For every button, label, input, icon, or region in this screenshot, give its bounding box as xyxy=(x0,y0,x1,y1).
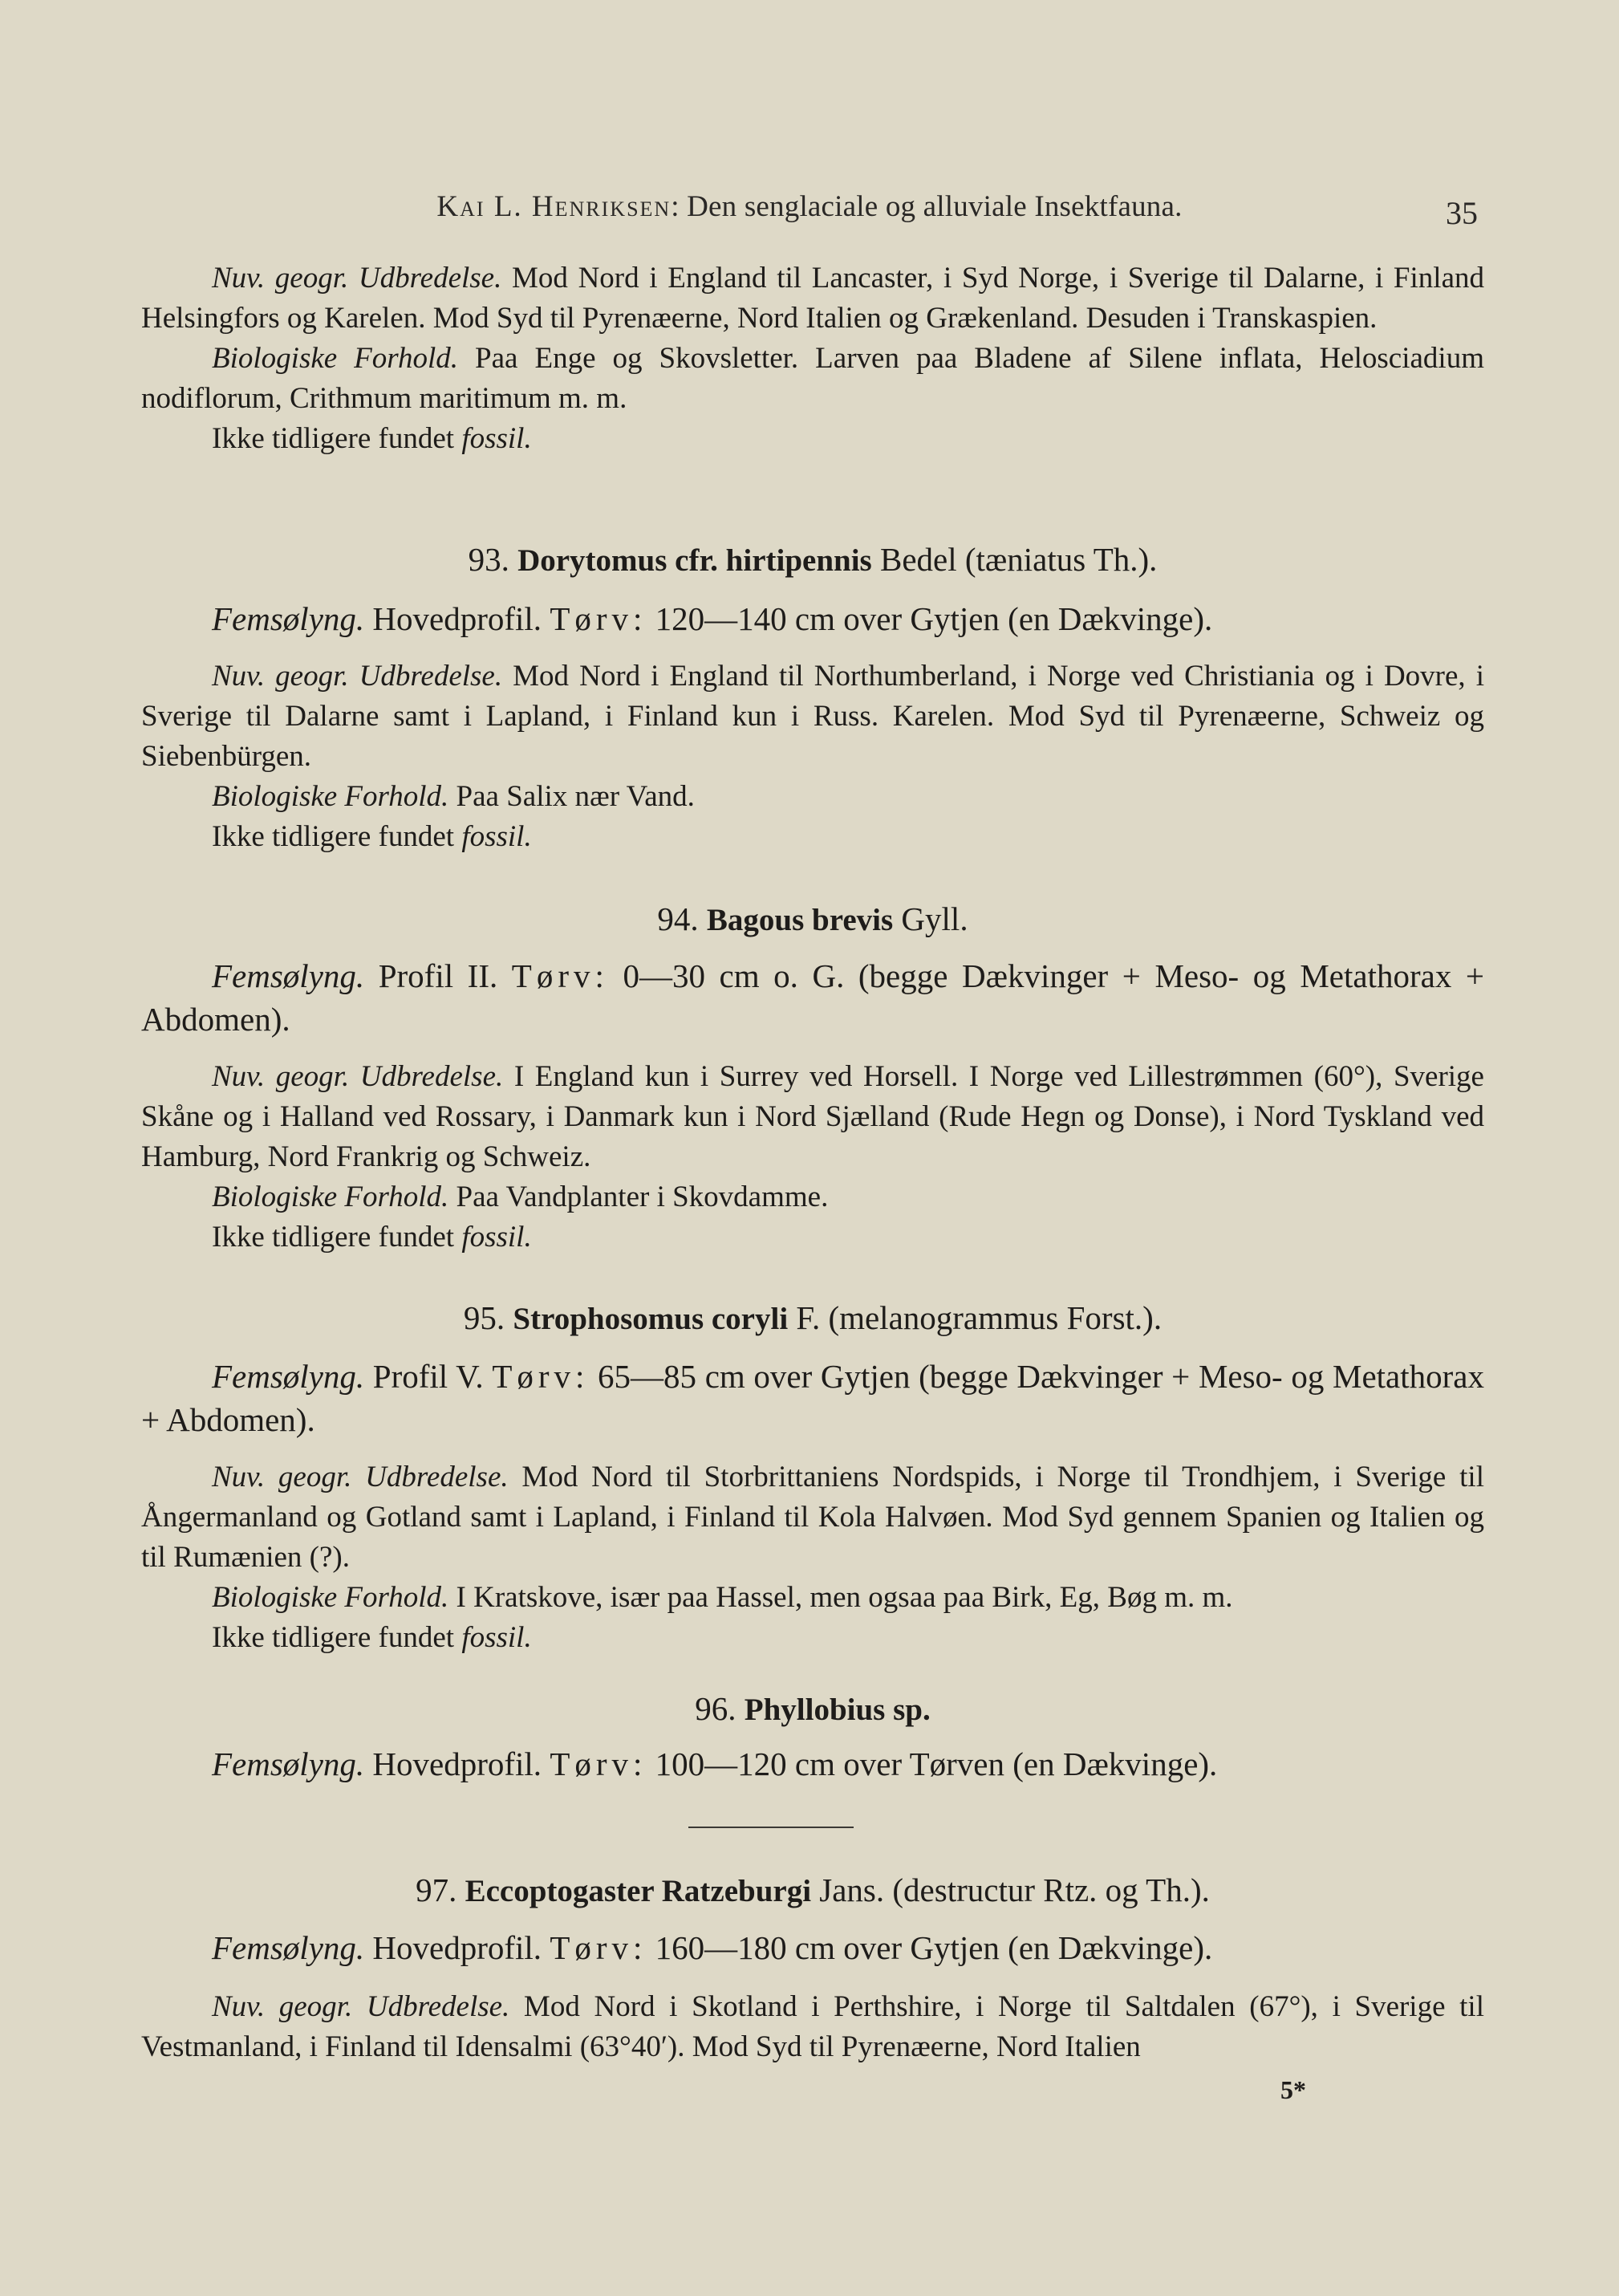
distribution-paragraph: Nuv. geogr. Udbredelse. Mod Nord til Storbrittaniens Nordspids, i Norge til Trondhjem, i Sverige til Ångermanland og Gotland samt i Lapland, i Finland til Kola Halvøen. Mod Syd gennem Spanien og Italien og til Rumænien (?). xyxy=(141,1461,1484,1574)
biology-paragraph: Biologiske Forhold. Paa Enge og Skovsletter. Larven paa Bladene af Silene inflata, Helosciadium nodiflorum, Crithmum maritimum m. m. xyxy=(141,342,1484,415)
species-entry-97 xyxy=(141,1926,1484,2067)
distribution-paragraph: Nuv. geogr. Udbredelse. Mod Nord i Skotland i Perthshire, i Norge til Saltdalen (67°), i Sverige til Vestmanland, i Finland til Idensalmi (63°40′). Mod Syd til Pyrenæerne, Nord Italien xyxy=(141,1990,1484,2063)
locality-line: Femsølyng. Hovedprofil. Tørv: 160—180 cm over Gytjen (en Dækvinge). xyxy=(212,1929,1213,1966)
species-entry-93 xyxy=(141,597,1484,857)
locality-line: Femsølyng. Hovedprofil. Tørv: 120—140 cm over Gytjen (en Dækvinge). xyxy=(212,600,1213,637)
biology-paragraph: Biologiske Forhold. I Kratskove, især paa Hassel, men ogsaa paa Birk, Eg, Bøg m. m. xyxy=(212,1581,1233,1614)
page-number: 35 xyxy=(1446,195,1478,231)
species-heading-93: 93. Dorytomus cfr. hirtipennis Bedel (tæniatus Th.). xyxy=(468,541,1158,578)
fossil-note: Ikke tidligere fundet fossil. xyxy=(212,422,532,455)
species-heading-94: 94. Bagous brevis Gyll. xyxy=(657,900,968,937)
locality-line: Femsølyng. Profil V. Tørv: 65—85 cm over Gytjen (begge Dækvinger + Meso- og Metathorax + Abdomen). xyxy=(141,1358,1484,1438)
locality-line: Femsølyng. Hovedprofil. Tørv: 100—120 cm over Tørven (en Dækvinge). xyxy=(212,1745,1218,1782)
biology-paragraph: Biologiske Forhold. Paa Vandplanter i Skovdamme. xyxy=(212,1181,829,1213)
species-heading-97: 97. Eccoptogaster Ratzeburgi Jans. (destructur Rtz. og Th.). xyxy=(416,1871,1210,1908)
fossil-note: Ikke tidligere fundet fossil. xyxy=(212,1221,532,1254)
species-entry-96 xyxy=(141,1742,1484,1786)
signature-mark: 5* xyxy=(1280,2075,1306,2104)
biology-paragraph: Biologiske Forhold. Paa Salix nær Vand. xyxy=(212,780,695,813)
locality-line: Femsølyng. Profil II. Tørv: 0—30 cm o. G. (begge Dækvinger + Meso- og Metathorax + Abdomen). xyxy=(141,957,1485,1038)
species-name: Bagous brevis xyxy=(706,903,894,937)
fossil-note: Ikke tidligere fundet fossil. xyxy=(212,1621,532,1654)
species-name: Dorytomus cfr. hirtipennis xyxy=(517,543,872,578)
running-title: Den senglaciale og alluviale Insektfauna. xyxy=(687,190,1183,223)
species-entry-94 xyxy=(141,954,1484,1258)
fossil-note: Ikke tidligere fundet fossil. xyxy=(212,820,532,853)
species-heading-96: 96. Phyllobius sp. xyxy=(695,1690,931,1727)
distribution-paragraph: Nuv. geogr. Udbredelse. I England kun i Surrey ved Horsell. I Norge ved Lillestrømmen (60°), Sverige Skåne og i Halland ved Rossary, i Danmark kun i Nord Sjælland (Rude Hegn og Donse), i Nord Tyskland ved Hamburg, Nord Frankrig og Schweiz. xyxy=(141,1060,1484,1173)
species-entry-95 xyxy=(141,1355,1484,1658)
distribution-paragraph: Nuv. geogr. Udbredelse. Mod Nord i England til Lancaster, i Syd Norge, i Sverige til Dalarne, i Finland Helsingfors og Karelen. Mod Syd til Pyrenæerne, Nord Italien og Grækenland. Desuden i Transkaspien. xyxy=(141,262,1484,335)
running-head: Kai L. Henriksen: Den senglaciale og alluviale Insektfauna. 35 xyxy=(436,190,1478,231)
species-heading-95: 95. Strophosomus coryli F. (melanogrammus Forst.). xyxy=(463,1299,1163,1336)
species-name: Strophosomus coryli xyxy=(513,1302,789,1336)
distribution-paragraph: Nuv. geogr. Udbredelse. Mod Nord i England til Northumberland, i Norge ved Christiania og i Dovre, i Sverige til Dalarne samt i Lapland, i Finland kun i Russ. Karelen. Mod Syd til Pyrenæerne, Schweiz og Siebenbürgen. xyxy=(141,660,1484,773)
species-name: Phyllobius sp. xyxy=(744,1693,931,1727)
author-name: Kai L. Henriksen xyxy=(436,190,672,223)
species-name: Eccoptogaster Ratzeburgi xyxy=(465,1874,812,1908)
intro-section xyxy=(141,258,1484,459)
section-divider xyxy=(688,1827,854,1828)
